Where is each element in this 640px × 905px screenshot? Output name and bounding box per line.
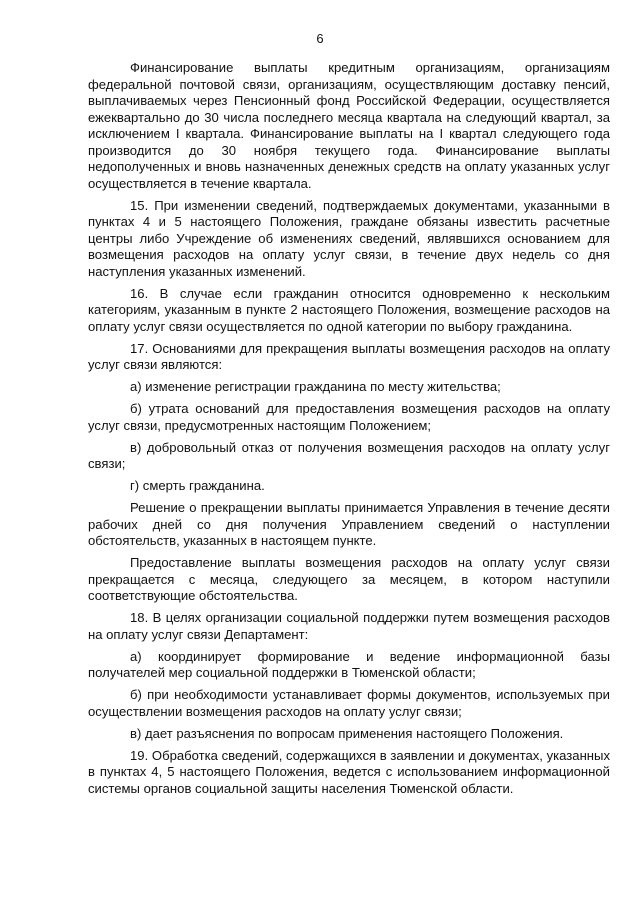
paragraph-18-v: в) дает разъяснения по вопросам применения настоящего Положения. (130, 725, 564, 741)
paragraph-15: 15. При изменении сведений, подтверждаемых документами, указанными в пунктах 4 и 5 настоящего Положения, граждане обязаны известить расчетные центры либо Учреждение об изменениях сведений, являвшихся основанием для возмещения расходов на оплату услуг связи, в течение двух недель со дня наступления указанных изменений. (88, 197, 610, 279)
document-body (88, 60, 610, 803)
paragraph-financing: Финансирование выплаты кредитным организациям, организациям федеральной почтовой связи, организациям, осуществляющим доставку пенсий, выплачиваемых через Пенсионный фонд Российской Федерации, осуществляется ежеквартально до 30 числа последнего месяца квартала на следующий квартал, за исключением I квартала. Финансирование выплаты на I квартал следующего года производится до 30 ноября текущего года. Финансирование выплаты недополученных и вновь назначенных денежных средств на оплату указанных услуг осуществляется в течение квартала. (88, 60, 610, 191)
paragraph-17-g: г) смерть гражданина. (130, 478, 265, 493)
paragraph-16: 16. В случае если гражданин относится одновременно к нескольким категориям, указанным в пункте 2 настоящего Положения, возмещение расходов на оплату услуг связи осуществляется по одной категории по выбору гражданина. (88, 285, 610, 334)
paragraph-18: 18. В целях организации социальной поддержки путем возмещения расходов на оплату услуг связи Департамент: (88, 610, 610, 642)
paragraph-17-b: б) утрата оснований для предоставления возмещения расходов на оплату услуг связи, предусмотренных настоящим Положением; (88, 401, 610, 433)
paragraph-termination-effect: Предоставление выплаты возмещения расходов на оплату услуг связи прекращается с месяца, следующего за месяцем, в котором наступили соответствующие обстоятельства. (88, 555, 610, 603)
paragraph-19: 19. Обработка сведений, содержащихся в заявлении и документах, указанных в пунктах 4, 5 настоящего Положения, ведется с использованием информационной системы органов социальной защиты населения Тюменской области. (88, 747, 610, 796)
paragraph-18-b: б) при необходимости устанавливает формы документов, используемых при осуществлении возмещения расходов на оплату услуг связи; (88, 687, 610, 719)
paragraph-17: 17. Основаниями для прекращения выплаты возмещения расходов на оплату услуг связи являются: (88, 340, 610, 372)
page-number: 6 (316, 31, 324, 46)
paragraph-17-a: а) изменение регистрации гражданина по месту жительства; (130, 379, 501, 394)
paragraph-17-v: в) добровольный отказ от получения возмещения расходов на оплату услуг связи; (88, 439, 610, 471)
paragraph-18-a: а) координирует формирование и ведение информационной базы получателей мер социальной поддержки в Тюменской области; (88, 648, 610, 680)
paragraph-termination-decision: Решение о прекращении выплаты принимается Управления в течение десяти рабочих дней со дня получения Управлением сведений о наступлении обстоятельств, указанных в настоящем пункте. (88, 500, 610, 548)
